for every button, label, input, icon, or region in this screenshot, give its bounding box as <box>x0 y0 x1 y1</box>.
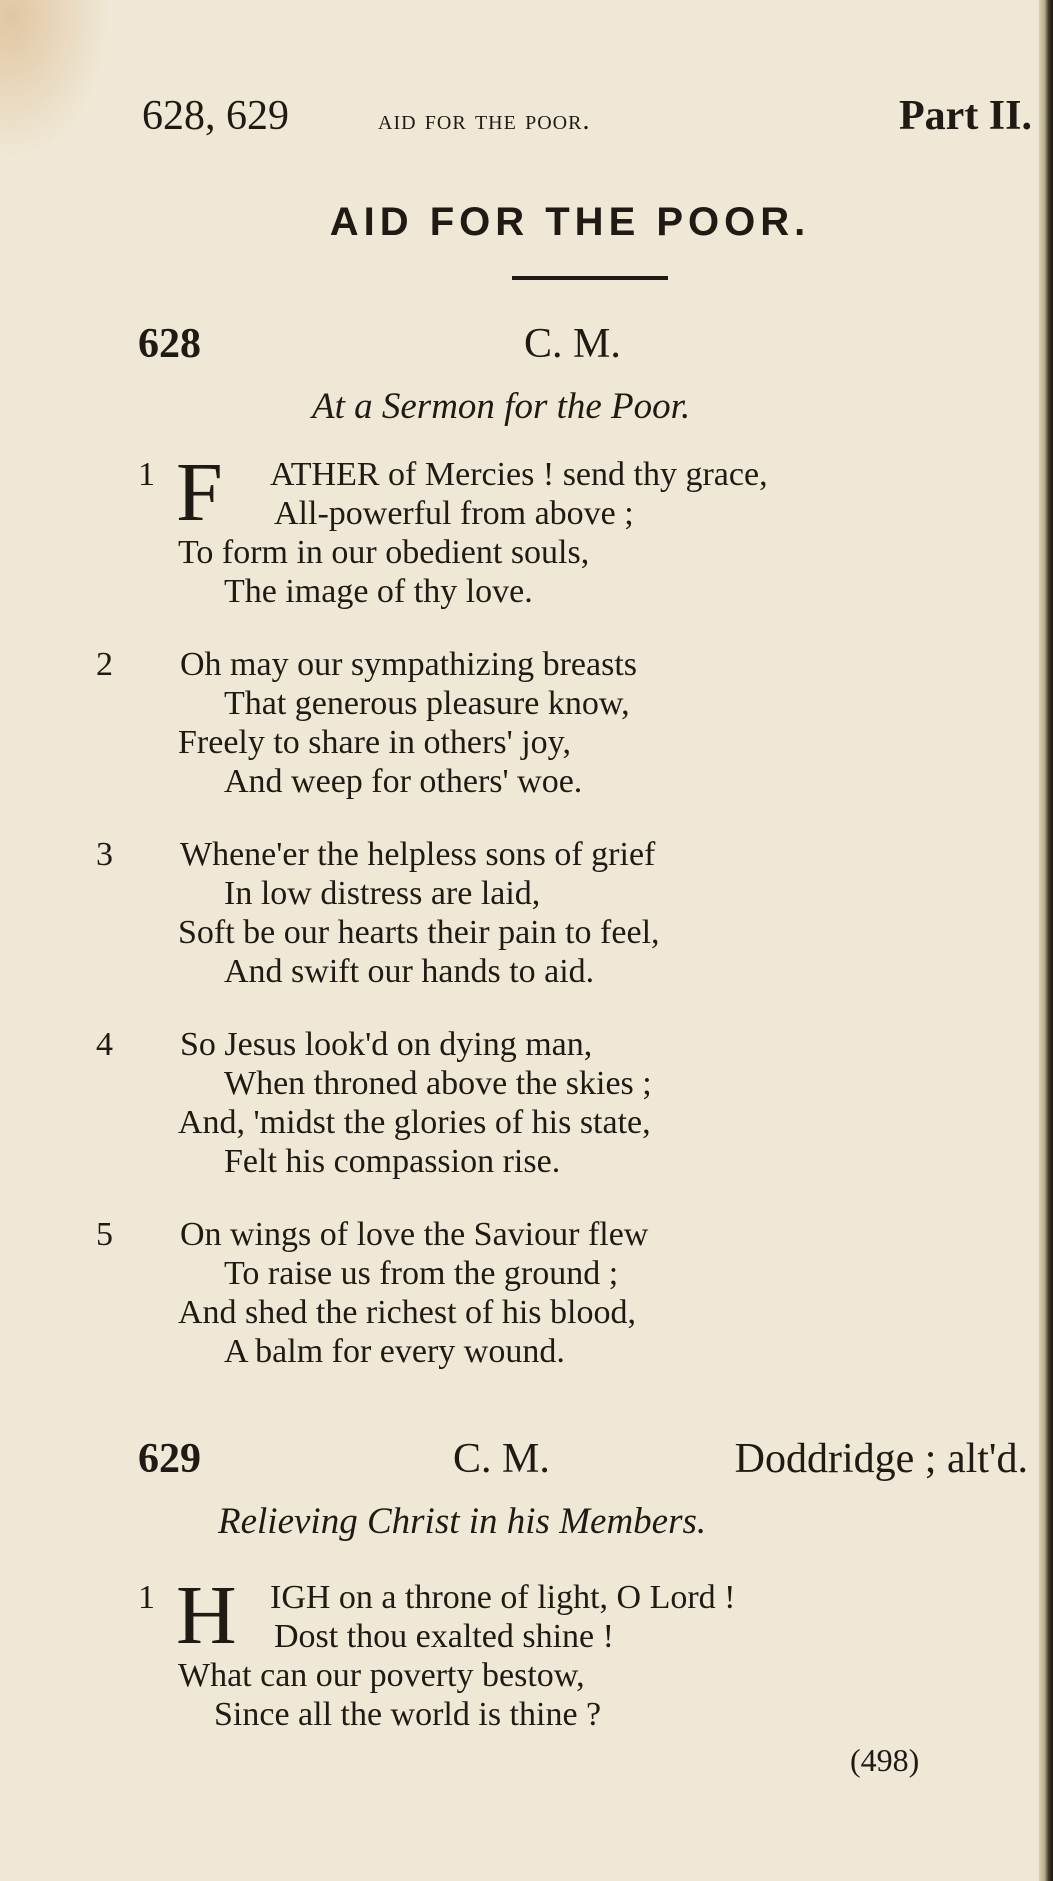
stanza-line: Since all the world is thine ? <box>214 1696 602 1733</box>
running-head-title: aid for the poor. <box>378 104 591 136</box>
drop-cap: H <box>176 1569 237 1662</box>
verse-number: 4 <box>96 1026 113 1063</box>
line-text: Whene'er the helpless sons of grief <box>180 836 656 873</box>
stanza-line: When throned above the skies ; <box>224 1065 652 1102</box>
hymn-629-stanza-1 <box>138 1569 1018 1734</box>
stanza-line: And, 'midst the glories of his state, <box>178 1104 651 1141</box>
hymn-628-stanza-1 <box>138 446 1018 611</box>
stanza-line: In low distress are laid, <box>224 875 541 912</box>
stanza-line: Freely to share in others' joy, <box>178 724 571 761</box>
hymn-628-stanza-4 <box>96 1025 1018 1181</box>
stanza-line: And swift our hands to aid. <box>224 953 595 990</box>
verse-number: 1 <box>138 1579 155 1616</box>
hymn-628-subtitle: At a Sermon for the Poor. <box>312 386 691 427</box>
divider-rule <box>512 276 668 280</box>
line-text: Oh may our sympathizing breasts <box>180 646 638 683</box>
hymn-meter: C. M. <box>524 321 621 367</box>
running-head <box>142 92 1032 142</box>
stanza-line <box>96 1025 1018 1064</box>
stanza-line: All-powerful from above ; <box>274 495 634 532</box>
stanza-line: And shed the richest of his blood, <box>178 1294 636 1331</box>
section-title: AID FOR THE POOR. <box>329 200 811 244</box>
stanza-line: The image of thy love. <box>224 573 533 610</box>
hymn-628-stanza-5 <box>96 1215 1018 1371</box>
verse-number: 2 <box>96 646 113 683</box>
hymn-628-stanza-2 <box>96 645 1018 801</box>
line-text: On wings of love the Saviour flew <box>180 1216 649 1253</box>
stanza-line: Felt his compassion rise. <box>224 1143 561 1180</box>
hymn-number: 628 <box>138 321 201 367</box>
stanza-line: What can our poverty bestow, <box>178 1657 585 1694</box>
hymn-629-subtitle: Relieving Christ in his Members. <box>218 1501 707 1542</box>
verse-number: 3 <box>96 836 113 873</box>
page-number: (498) <box>850 1742 920 1778</box>
page-edge <box>1039 0 1053 1881</box>
stanza-line <box>96 835 1018 874</box>
stanza-line: A balm for every wound. <box>224 1333 565 1370</box>
line-text: IGH on a throne of light, O Lord ! <box>270 1579 736 1616</box>
drop-cap: F <box>176 446 223 539</box>
hymn-628-heading <box>138 320 1028 370</box>
stanza-line: To form in our obedient souls, <box>178 534 590 571</box>
hymn-author: Doddridge ; alt'd. <box>734 1436 1028 1482</box>
stanza-line: That generous pleasure know, <box>224 685 630 722</box>
stanza-line: Dost thou exalted shine ! <box>274 1618 614 1655</box>
hymn-629-heading <box>138 1435 1028 1485</box>
paper-stain <box>0 0 110 160</box>
hymn-628-stanza-3 <box>96 835 1018 991</box>
hymn-meter: C. M. <box>453 1436 550 1482</box>
line-text: ATHER of Mercies ! send thy grace, <box>270 456 768 493</box>
stanza-line: Soft be our hearts their pain to feel, <box>178 914 660 951</box>
running-head-pages: 628, 629 <box>142 93 289 139</box>
hymn-number: 629 <box>138 1436 201 1482</box>
line-text: So Jesus look'd on dying man, <box>180 1026 593 1063</box>
verse-number: 5 <box>96 1216 113 1253</box>
stanza-line <box>96 645 1018 684</box>
verse-number: 1 <box>138 456 155 493</box>
stanza-line: And weep for others' woe. <box>224 763 583 800</box>
stanza-line <box>96 1215 1018 1254</box>
stanza-line: To raise us from the ground ; <box>224 1255 619 1292</box>
running-head-part: Part II. <box>899 93 1032 139</box>
